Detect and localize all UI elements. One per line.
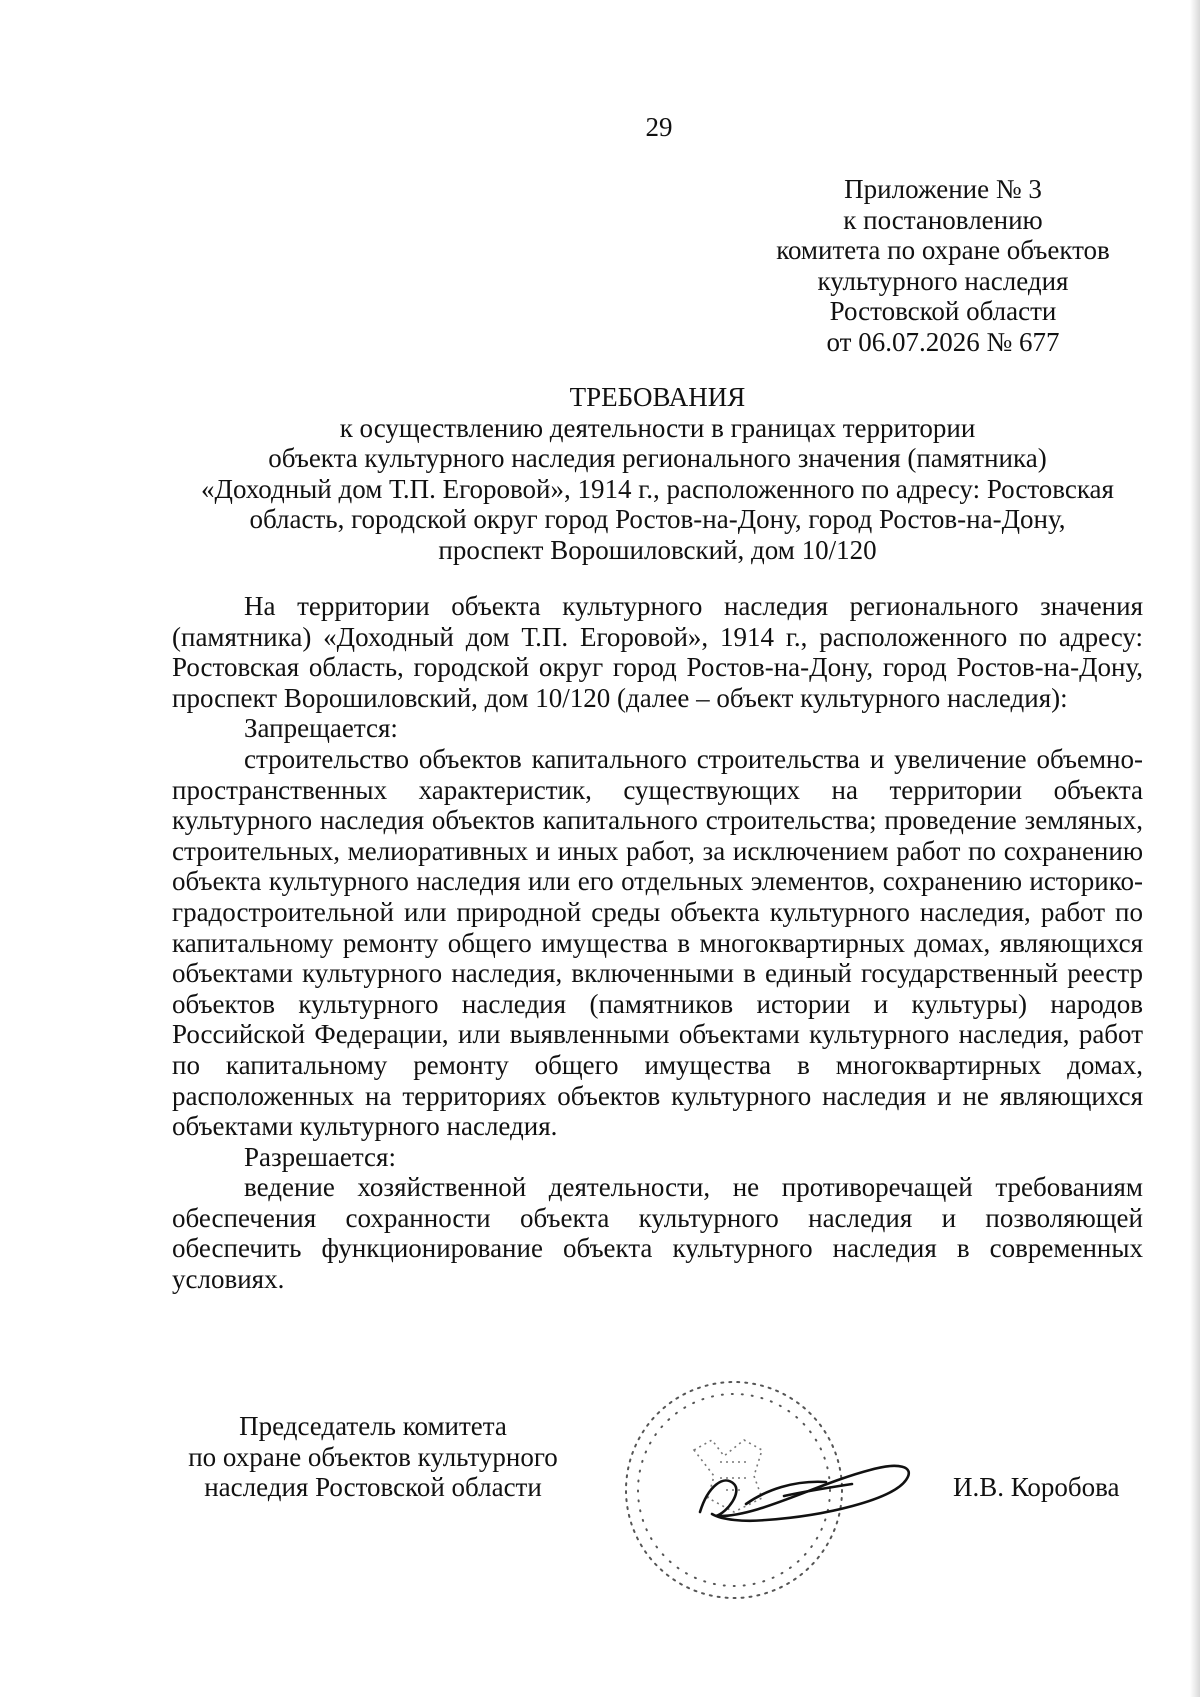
official-seal-icon bbox=[616, 1366, 946, 1606]
page-number: 29 bbox=[645, 112, 673, 142]
position-line: по охране объектов культурного bbox=[188, 1441, 558, 1472]
position-line: Председатель комитета bbox=[239, 1411, 507, 1441]
page-edge bbox=[1190, 0, 1200, 1697]
signer-name: И.В. Коробова bbox=[953, 1472, 1120, 1502]
appendix-line: культурного наследия bbox=[817, 265, 1069, 296]
signature-stroke bbox=[700, 1466, 909, 1521]
signatory-position bbox=[163, 1411, 583, 1503]
allowed-heading: Разрешается: bbox=[244, 1141, 396, 1172]
title-line: область, городской округ город Ростов-на-Дону, город Ростов-на-Дону, bbox=[249, 504, 1066, 535]
title-line: объекта культурного наследия регионального значения (памятника) bbox=[268, 443, 1047, 474]
appendix-line: Ростовской области bbox=[829, 296, 1057, 327]
appendix-line: Приложение № 3 bbox=[844, 174, 1042, 204]
prohibited-heading: Запрещается: bbox=[244, 713, 398, 744]
appendix-line: к постановлению bbox=[843, 204, 1043, 235]
document-body bbox=[172, 591, 1143, 1295]
title-line: проспект Ворошиловский, дом 10/120 bbox=[438, 534, 877, 565]
title-line: «Доходный дом Т.П. Егоровой», 1914 г., расположенного по адресу: Ростовская bbox=[201, 473, 1114, 504]
title-heading: ТРЕБОВАНИЯ bbox=[569, 382, 746, 412]
appendix-header bbox=[743, 174, 1143, 358]
title-line: к осуществлению деятельности в границах территории bbox=[339, 412, 976, 443]
prohibited-paragraph: строительство объектов капитального строительства и увеличение объемно-пространственных характеристик, существующих на территории объекта культурного наследия объектов капитального строительства; проведение земляных, строительных, мелиоративных и иных работ, за исключением работ по сохранению объекта культурного наследия или его отдельных элементов, сохранению историко-градостроительной или природной среды объекта культурного наследия, работ по капитальному ремонту общего имущества в многоквартирных домах, являющихся объектами культурного наследия, включенными в единый государственный реестр объектов культурного наследия (памятников истории и культуры) народов Российской Федерации, или выявленными объектами культурного наследия, работ по капитальному ремонту общего имущества в многоквартирных домах, расположенных на территориях объектов культурного наследия и не являющихся объектами культурного наследия. bbox=[172, 743, 1143, 1142]
document-title bbox=[172, 382, 1143, 566]
appendix-line: от 06.07.2026 № 677 bbox=[826, 326, 1060, 357]
allowed-paragraph: ведение хозяйственной деятельности, не противоречащей требованиям обеспечения сохранности объекта культурного наследия и позволяющей обеспечить функционирование объекта культурного наследия в современных условиях. bbox=[172, 1172, 1143, 1295]
intro-paragraph: На территории объекта культурного наследия регионального значения (памятника) «Доходный дом Т.П. Егоровой», 1914 г., расположенного по адресу: Ростовская область, городской округ город Ростов-на-Дону, город Ростов-на-Дону, проспект Ворошиловский, дом 10/120 (далее – объект культурного наследия): bbox=[172, 591, 1143, 713]
position-line: наследия Ростовской области bbox=[204, 1472, 542, 1503]
appendix-line: комитета по охране объектов bbox=[776, 235, 1110, 266]
